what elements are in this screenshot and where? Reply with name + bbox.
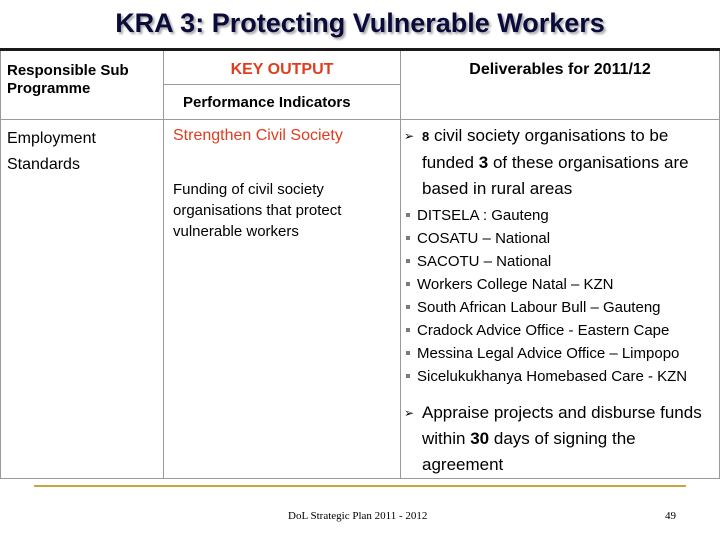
square-bullet-icon — [406, 374, 410, 378]
deliverable-1-text-a: civil society organisations to be funded — [422, 126, 669, 172]
deliverable-funding — [404, 123, 716, 202]
footer-document-title: DoL Strategic Plan 2011 - 2012 — [288, 510, 428, 522]
list-item: Messina Legal Advice Office – Limpopo — [404, 342, 716, 365]
performance-indicator-value: Funding of civil society organisations that protect vulnerable workers — [173, 181, 342, 240]
table-bottom-border — [0, 478, 720, 479]
days-count: 30 — [470, 429, 490, 448]
arrow-bullet-icon: ➢ — [404, 129, 415, 143]
keyoutput-indicator-divider — [163, 84, 400, 85]
col-divider-2 — [400, 51, 401, 479]
title-underline — [0, 48, 720, 51]
footer-divider — [34, 485, 686, 487]
square-bullet-icon — [406, 213, 410, 217]
arrow-bullet-icon: ➢ — [404, 406, 415, 420]
square-bullet-icon — [406, 236, 410, 240]
slide-title: KRA 3: Protecting Vulnerable Workers — [115, 8, 605, 38]
list-item: South African Labour Bull – Gauteng — [404, 296, 716, 319]
list-item: Cradock Advice Office - Eastern Cape — [404, 319, 716, 342]
list-item: Sicelukukhanya Homebased Care - KZN — [404, 365, 716, 388]
list-item: DITSELA : Gauteng — [404, 204, 716, 227]
header-performance-indicators: Performance Indicators — [183, 94, 351, 111]
deliverable-1-text-b: of these organisations are based in rural areas — [422, 153, 689, 198]
header-responsible: Responsible Sub Programme — [7, 62, 129, 97]
col-divider-1 — [163, 51, 164, 479]
list-item: SACOTU – National — [404, 250, 716, 273]
square-bullet-icon — [406, 282, 410, 286]
responsible-subprogramme: Employment Standards — [7, 130, 96, 173]
organisation-list — [404, 204, 716, 388]
header-key-output: KEY OUTPUT — [230, 61, 334, 78]
header-deliverables: Deliverables for 2011/12 — [469, 61, 651, 78]
rural-count: 3 — [478, 153, 489, 172]
square-bullet-icon — [406, 259, 410, 263]
deliverable-2-text-a: Appraise projects and disburse funds within — [422, 403, 702, 448]
square-bullet-icon — [406, 305, 410, 309]
deliverable-2-text-b: days of signing the agreement — [422, 429, 636, 474]
deliverable-disbursement — [404, 400, 716, 478]
list-item: COSATU – National — [404, 227, 716, 250]
square-bullet-icon — [406, 328, 410, 332]
table-left-border — [0, 51, 1, 479]
header-row-divider — [0, 119, 720, 120]
list-item: Workers College Natal – KZN — [404, 273, 716, 296]
org-count: 8 — [422, 129, 430, 144]
key-output-value: Strengthen Civil Society — [173, 127, 343, 144]
square-bullet-icon — [406, 351, 410, 355]
page-number: 49 — [665, 510, 676, 522]
